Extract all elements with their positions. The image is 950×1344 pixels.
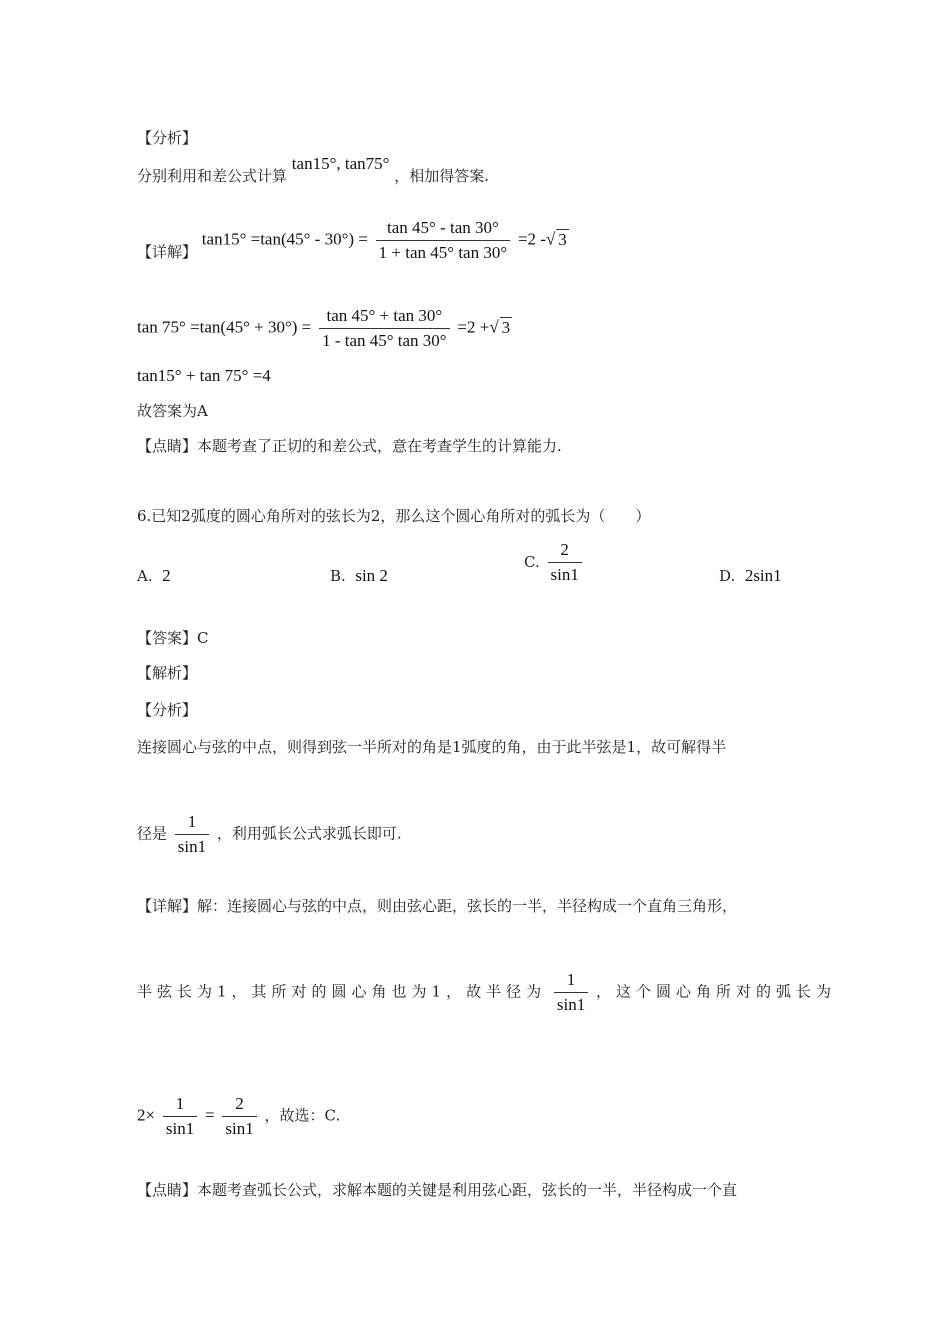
option-c-key: C. <box>524 552 540 571</box>
detail-line-1 <box>137 896 737 916</box>
eq2-root: 3 <box>501 317 511 337</box>
analysis-label-q6: 【分析】 <box>137 701 198 719</box>
eq2-rhs: =2 + <box>457 317 490 337</box>
final-prefix: 2× <box>137 1105 156 1125</box>
detail-line-2 <box>137 970 836 1015</box>
eq2-lhs: tan 75° =tan(45° + 30°) = <box>137 317 312 337</box>
final-numerator-1: 1 <box>163 1094 197 1117</box>
detail-text-2: 半弦长为1，其所对的圆心角也为1，故半径为 <box>137 982 547 1001</box>
final-fraction-1 <box>163 1094 197 1139</box>
comment-paragraph <box>137 436 562 456</box>
option-b <box>330 566 388 586</box>
analysis-formula: tan15°, tan75° <box>291 154 390 173</box>
analysis-radius-denominator: sin1 <box>177 837 207 856</box>
analysis-heading: 【分析】 <box>137 129 198 147</box>
option-d <box>719 566 782 586</box>
eq1-numerator: tan 45° - tan 30° <box>376 218 510 241</box>
comment-heading: 【点睛】 <box>137 437 198 455</box>
option-b-value: sin 2 <box>355 566 388 585</box>
final-conclusion: ，故选：C. <box>264 1106 341 1125</box>
analysis-text: 分别利用和差公式计算 <box>137 167 288 185</box>
detail-heading-q6: 【详解】 <box>137 897 198 915</box>
analysis-radius-fraction <box>175 812 209 857</box>
comment-heading-q6: 【点睛】 <box>137 1181 198 1199</box>
option-b-key: B. <box>330 567 346 585</box>
jiexi-label: 【解析】 <box>137 664 198 682</box>
eq1-fraction <box>376 218 510 263</box>
eq1-lhs: tan15° =tan(45° - 30°) = <box>201 229 368 249</box>
option-d-value: 2sin1 <box>744 566 782 585</box>
eq1-denominator: 1 + tan 45° tan 30° <box>378 243 508 262</box>
analysis-paragraph <box>137 154 489 186</box>
detail-heading: 【详解】 <box>137 242 198 261</box>
option-a-value: 2 <box>162 566 171 585</box>
option-c-denominator: sin1 <box>550 565 579 584</box>
final-computation <box>137 1094 340 1139</box>
option-a-key: A. <box>137 567 153 585</box>
detail-radius-denominator: sin1 <box>556 995 586 1014</box>
analysis-text-tail: ，相加得答案. <box>394 167 489 185</box>
option-d-key: D. <box>719 567 736 585</box>
final-denominator-1: sin1 <box>165 1119 195 1138</box>
eq2-numerator: tan 45° + tan 30° <box>319 306 450 329</box>
comment-text-q6: 本题考查弧长公式，求解本题的关键是利用弦心距，弦长的一半，半径构成一个直 <box>197 1181 738 1199</box>
analysis-line-2-text: 径是 <box>137 824 168 843</box>
detail-equation-2: tan 75° =tan(45° + 30°) = $\frac{\tan 45^\circ + \tan 30^\circ}{1 - \tan 45^\circ \tan 30^\circ}$ =2 +√ 3 <box>137 306 511 350</box>
analysis-line-1: 连接圆心与弦的中点，则得到弦一半所对的角是1弧度的角，由于此半弦是1，故可解得半 <box>137 738 727 756</box>
detail-text-1: 解：连接圆心与弦的中点，则由弦心距，弦长的一半，半径构成一个直角三角形， <box>197 897 738 915</box>
analysis-line-2 <box>137 812 402 857</box>
comment-paragraph-q6 <box>137 1180 737 1200</box>
detail-equation-3: tan15° + tan 75° =4 <box>137 366 271 385</box>
eq1-root: 3 <box>558 229 567 249</box>
eq2-denominator: 1 - tan 45° tan 30° <box>322 331 447 350</box>
option-a <box>137 566 171 586</box>
comment-text: 本题考查了正切的和差公式，意在考查学生的计算能力. <box>197 437 562 455</box>
option-c <box>524 540 585 585</box>
final-denominator-2: sin1 <box>225 1119 254 1138</box>
analysis-radius-numerator: 1 <box>175 812 209 835</box>
analysis-line-2-tail: ，利用弧长公式求弧长即可. <box>216 824 402 843</box>
final-numerator-2: 2 <box>222 1094 256 1117</box>
detail-equation-1: 【详解】 tan15° =tan(45° - 30°) = $\frac{\tan 45^\circ - \tan 30^\circ}{1 + \tan 45^\circ \tan 30^\circ}$ =2 -√ 3 <box>137 218 567 262</box>
option-c-numerator: 2 <box>548 540 582 563</box>
final-equals: = <box>205 1105 215 1125</box>
answer-label: 【答案】C <box>137 629 209 647</box>
final-fraction-2 <box>222 1094 256 1139</box>
eq1-rhs: =2 - <box>517 229 546 249</box>
answer-line: 故答案为A <box>137 402 208 420</box>
detail-radius-numerator: 1 <box>554 970 588 993</box>
question-6-stem: 6.已知2弧度的圆心角所对的弦长为2，那么这个圆心角所对的弧长为（ ） <box>137 507 651 525</box>
eq2-fraction <box>319 306 450 351</box>
detail-text-2-tail: ，这个圆心角所对的弧长为 <box>596 982 837 1001</box>
option-c-fraction <box>548 540 582 585</box>
detail-radius-fraction <box>554 970 588 1015</box>
